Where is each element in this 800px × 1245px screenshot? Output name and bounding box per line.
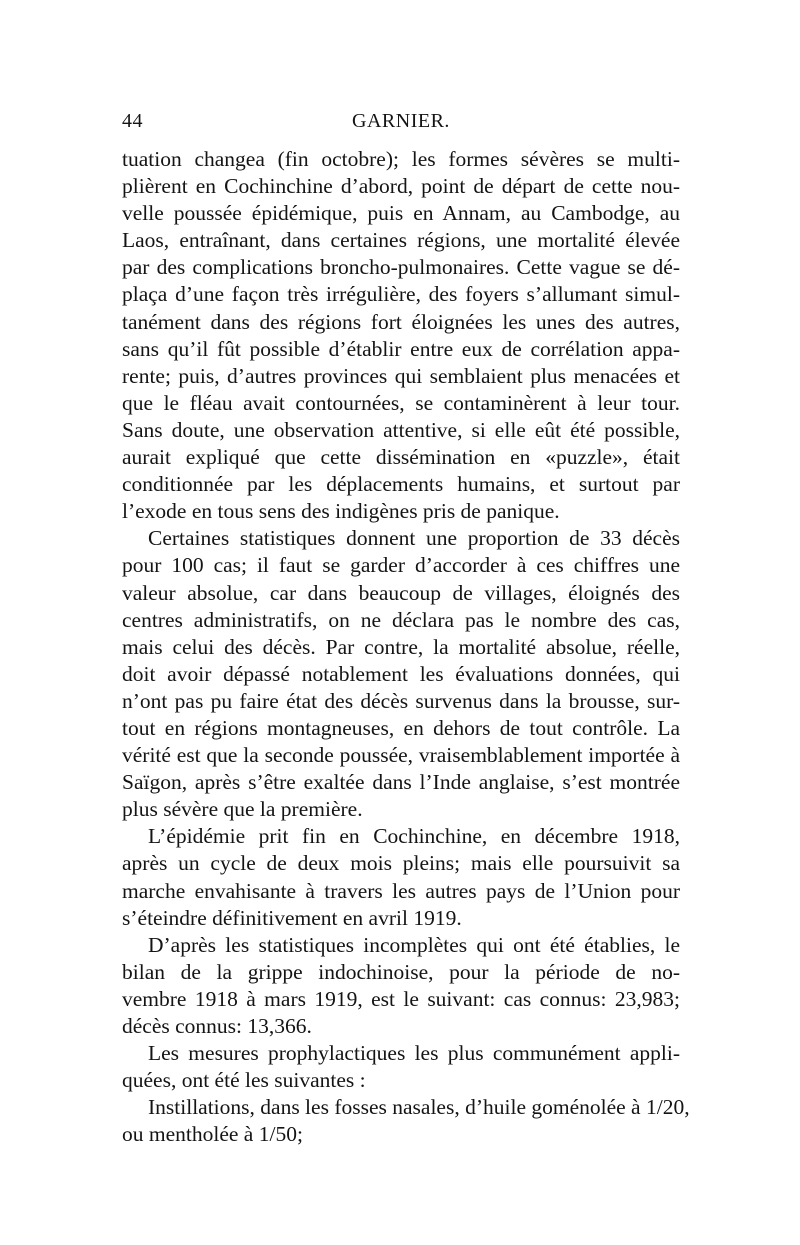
book-page (122, 110, 690, 1148)
text-line: valeur absolue, car dans beaucoup de villages, éloignés des (122, 580, 680, 605)
text-line: après un cycle de deux mois pleins; mais elle poursuivit sa (122, 851, 680, 876)
text-line: rente; puis, d’autres provinces qui semblaient plus menacées et (122, 363, 680, 388)
text-line: décès connus: 13,366. (122, 1014, 312, 1038)
text-line: tout en régions montagneuses, en dehors de tout contrôle. La (122, 715, 680, 740)
text-line: Sans doute, une observation attentive, si elle eût été possible, (122, 417, 680, 442)
text-line: vembre 1918 à mars 1919, est le suivant: cas connus: 23,983; (122, 986, 680, 1011)
text-line: centres administratifs, on ne déclara pas le nombre des cas, (122, 607, 680, 632)
text-line: Saïgon, après s’être exaltée dans l’Inde anglaise, s’est montrée (122, 770, 680, 795)
text-line: bilan de la grippe indochinoise, pour la période de no- (122, 959, 680, 984)
text-line: s’éteindre définitivement en avril 1919. (122, 905, 462, 930)
text-line: Certaines statistiques donnent une proportion de 33 décès (148, 526, 680, 551)
text-line: l’exode en tous sens des indigènes pris de panique. (122, 499, 560, 524)
text-line: plaça d’une façon très irrégulière, des foyers s’allumant simul- (122, 282, 680, 307)
page-header (122, 110, 680, 146)
paragraph (122, 146, 680, 525)
paragraph (122, 525, 680, 823)
text-line: ou mentholée à 1/50; (122, 1122, 303, 1147)
page-number: 44 (122, 110, 143, 132)
paragraph (122, 823, 680, 931)
text-line: sans qu’il fût possible d’établir entre eux de corrélation appa- (122, 336, 680, 361)
text-line: plièrent en Cochinchine d’abord, point de départ de cette nou- (122, 174, 680, 199)
text-line: velle poussée épidémique, puis en Annam, au Cambodge, au (122, 201, 680, 226)
paragraph (122, 1040, 680, 1094)
text-line: par des complications broncho-pulmonaires. Cette vague se dé- (122, 255, 680, 280)
text-line: mais celui des décès. Par contre, la mortalité absolue, réelle, (122, 634, 680, 659)
text-line: Les mesures prophylactiques les plus communément appli- (148, 1041, 680, 1066)
paragraph (122, 932, 680, 1040)
text-line: quées, ont été les suivantes : (122, 1068, 366, 1093)
text-line: vérité est que la seconde poussée, vraisemblablement importée à (122, 743, 680, 768)
text-line: D’après les statistiques incomplètes qui ont été établies, le (148, 932, 680, 957)
text-line: tanément dans des régions fort éloignées les unes des autres, (122, 309, 680, 334)
text-line: Instillations, dans les fosses nasales, d’huile goménolée à 1/20, (148, 1095, 690, 1120)
text-line: Laos, entraînant, dans certaines régions, une mortalité élevée (122, 228, 680, 253)
text-line: plus sévère que la première. (122, 797, 363, 822)
text-line: n’ont pas pu faire état des décès survenus dans la brousse, sur- (122, 688, 680, 713)
text-line: conditionnée par les déplacements humains, et surtout par (122, 472, 680, 497)
body-text (122, 146, 690, 1148)
text-line: doit avoir dépassé notablement les évaluations données, qui (122, 661, 680, 686)
text-line: L’épidémie prit fin en Cochinchine, en décembre 1918, (148, 824, 680, 849)
running-title: GARNIER. (352, 110, 450, 132)
paragraph (122, 1094, 690, 1148)
text-line: que le fléau avait contournées, se contaminèrent à leur tour. (122, 390, 680, 415)
text-line: pour 100 cas; il faut se garder d’accorder à ces chiffres une (122, 553, 680, 578)
text-line: tuation changea (fin octobre); les formes sévères se multi- (122, 147, 680, 171)
text-line: marche envahisante à travers les autres pays de l’Union pour (122, 878, 680, 903)
text-line: aurait expliqué que cette dissémination en «puzzle», était (122, 445, 680, 470)
